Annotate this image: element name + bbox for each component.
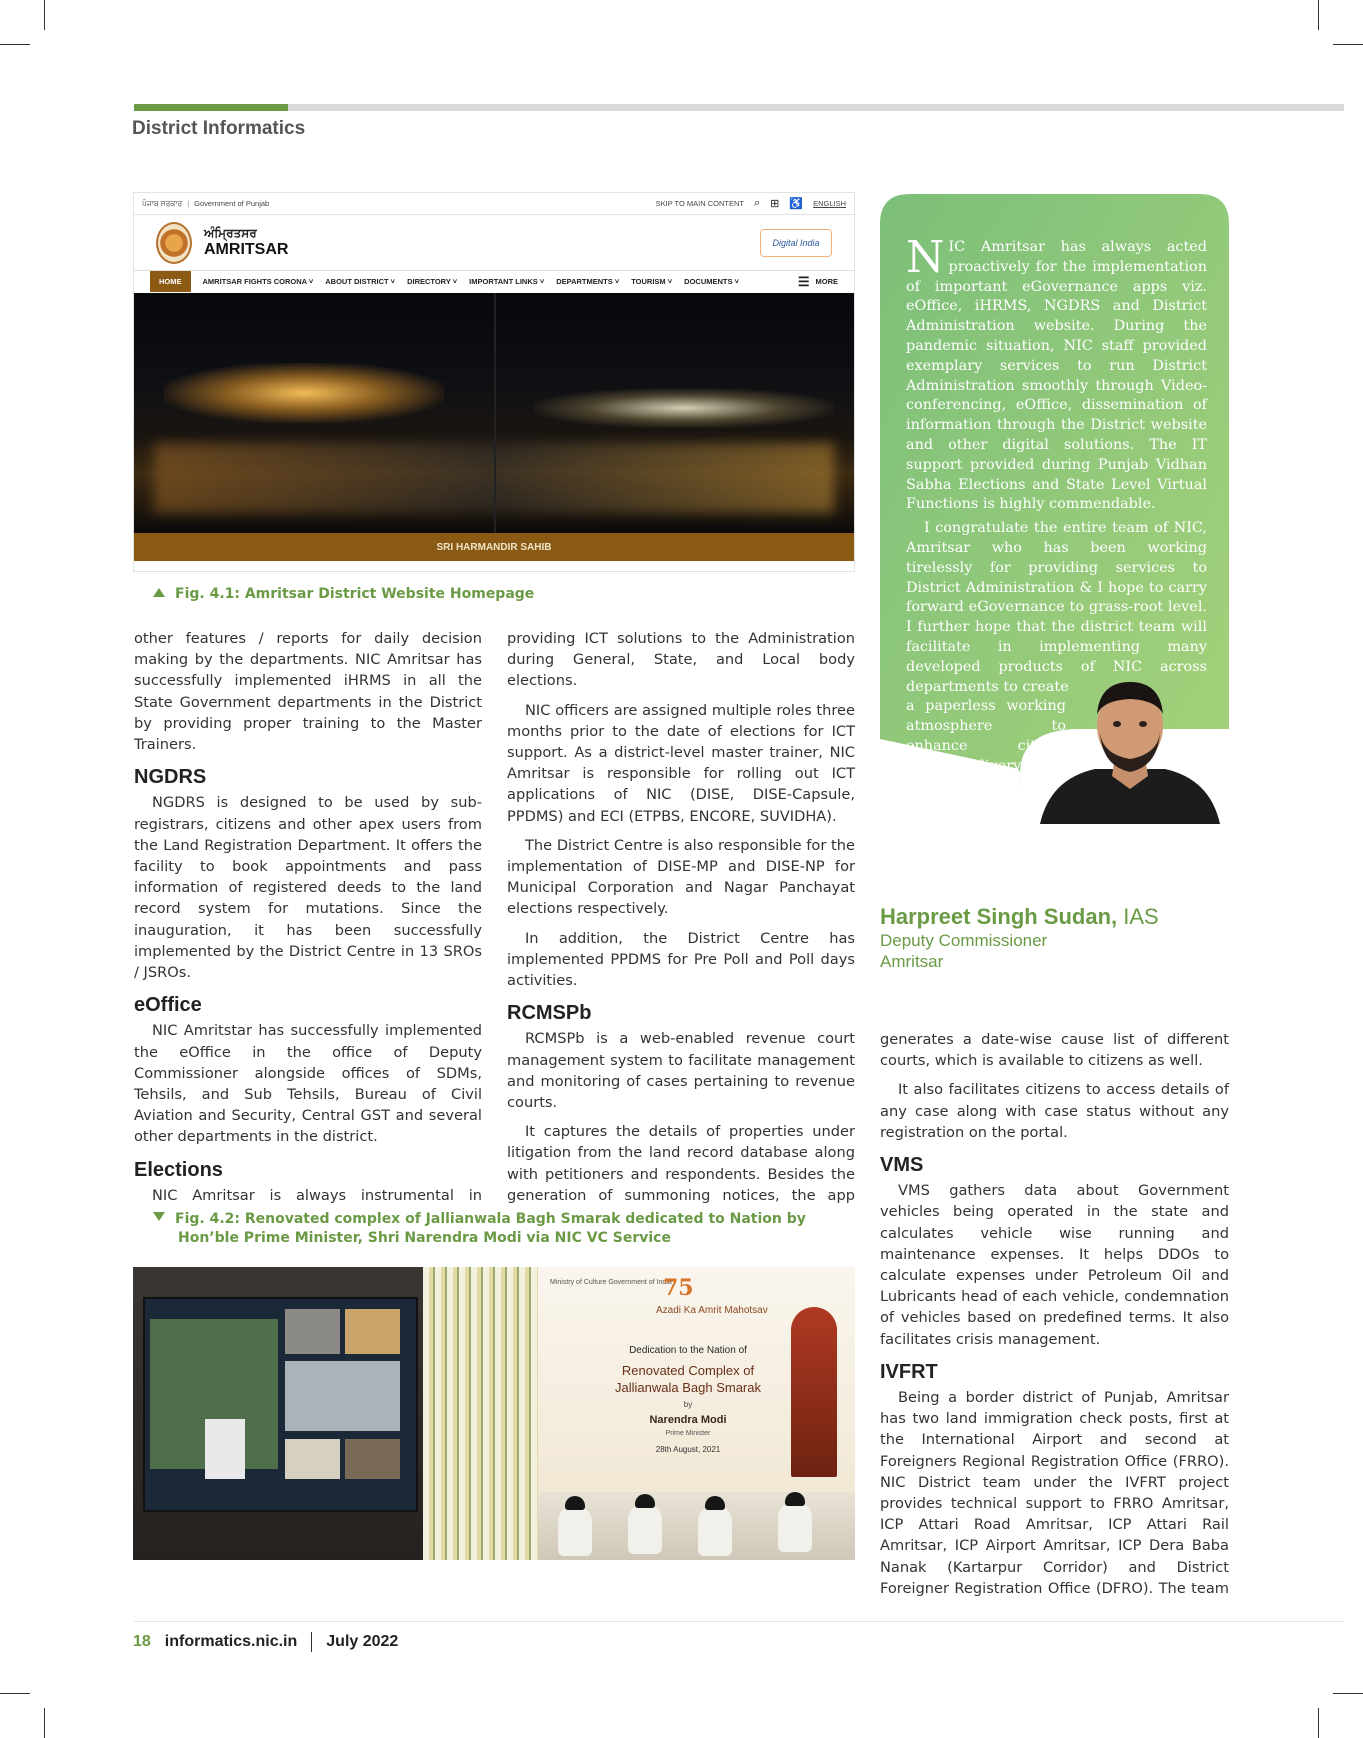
officer-suffix: IAS — [1117, 904, 1159, 929]
crop-mark — [1333, 1693, 1363, 1694]
heading-eoffice: eOffice — [134, 994, 202, 1017]
site-topbar-right — [656, 197, 846, 210]
site-nav — [134, 270, 854, 292]
event-banner — [538, 1267, 855, 1502]
vc-tile — [285, 1309, 340, 1354]
musician — [558, 1506, 592, 1556]
punjab-emblem-icon — [156, 222, 192, 264]
paragraph: VMS gathers data about Government vehicles being operated in the state and calculates vehicle wise running and maintenance expenses. It helps DDOs to calculate expenses under Petroleum Oil and Lubricants head of each vehicle, condemnation of vehicles based on predefined terms. It also facilitates crisis management. — [880, 1182, 1229, 1348]
crop-mark — [0, 44, 30, 45]
figure-caption-1-text: Fig. 4.1: Amritsar District Website Homepage — [175, 586, 535, 602]
banner-by: by — [683, 1400, 693, 1409]
nav-item: AMRITSAR FIGHTS CORONA ˅ — [202, 277, 314, 286]
header-rule — [134, 104, 1344, 111]
footer-site: informatics.nic.in — [164, 1633, 298, 1650]
nav-item: DEPARTMENTS ˅ — [556, 277, 620, 286]
nav-item: DIRECTORY ˅ — [407, 277, 458, 286]
photo-caption: SRI HARMANDIR SAHIB — [134, 533, 854, 561]
column-1 — [134, 628, 482, 1214]
footer-date: July 2022 — [326, 1633, 399, 1650]
podium — [205, 1419, 245, 1479]
quote-paragraph-3: a paperless working atmosphere to enhance citizen service delivery. — [906, 698, 1066, 774]
memorial-tower — [791, 1307, 837, 1477]
turban — [705, 1496, 725, 1510]
column-3 — [880, 1029, 1229, 1607]
vc-screen — [143, 1297, 418, 1512]
skip-link: SKIP TO MAIN CONTENT — [655, 199, 744, 208]
figure-caption-1 — [153, 585, 534, 604]
video-wall-area — [133, 1267, 423, 1560]
site-topbar — [134, 193, 854, 215]
temple-glow — [164, 363, 444, 423]
header-rule-accent — [134, 104, 288, 111]
musician — [628, 1504, 662, 1554]
banner-role: Prime Minister — [665, 1430, 711, 1437]
quote-paragraph — [906, 232, 1207, 515]
ceremony-photo — [133, 1267, 855, 1560]
paragraph: In addition, the District Centre has implemented PPDMS for Pre Poll and Poll days activities. — [507, 929, 855, 990]
banner-date: 28th August, 2021 — [655, 1445, 721, 1454]
crop-mark — [0, 1693, 30, 1694]
paragraph: NIC Amritstar has successfully implemented the eOffice in the office of Deputy Commissioner alongside offices of SDMs, Tehsils, and Sub Tehsils, Bureau of Civil Aviation and Security, Central GST and several other departments in the district. — [134, 1022, 482, 1146]
site-name — [204, 226, 288, 259]
site-name-english: AMRITSAR — [204, 241, 289, 258]
officer-role: Deputy Commissioner — [880, 931, 1048, 950]
triangle-up-icon — [153, 588, 165, 597]
turban — [635, 1494, 655, 1508]
figure-caption-2-text-1: Fig. 4.2: Renovated complex of Jallianwala Bagh Smarak dedicated to Nation by — [175, 1211, 806, 1227]
divider: | — [187, 199, 190, 208]
paragraph: The District Centre is also responsible for the implementation of DISE-MP and DISE-NP for Municipal Corporation and Nagar Panchayat elections respectively. — [507, 836, 855, 918]
paragraph: It captures the details of properties under litigation from the land record database along with petitioners and respondents. Besides the generation of summoning notices, the app — [507, 1123, 855, 1204]
vc-tile — [345, 1309, 400, 1354]
crop-mark — [44, 1708, 45, 1738]
crop-mark — [44, 0, 45, 30]
section-title: District Informatics — [132, 118, 306, 139]
site-topbar-govt: Government of Punjab — [194, 199, 270, 208]
paragraph: generates a date-wise cause list of different courts, which is available to citizens as well. — [880, 1031, 1229, 1070]
officer-name — [880, 904, 1159, 930]
banner-title-2: Jallianwala Bagh Smarak — [615, 1380, 761, 1395]
musician — [698, 1506, 732, 1556]
azadi-logo: 75 — [663, 1275, 694, 1301]
footer-rule — [134, 1621, 1344, 1622]
paragraph: NIC Amritsar is always instrumental in — [152, 1186, 482, 1204]
quote-paragraph-1: IC Amritsar has always acted proactively for the implementation of important eGovernance apps viz. eOffice, iHRMS, NGDRS and District Administration website. During the pandemic situation, NIC staff provided exemplary services to run District Administration smoothly through Video-conferencing, eOffice, dissemination of information through the District website and other digital solutions. The IT support provided during Punjab Vidhan Sabha Elections and State Level Virtual Functions is highly commendable. — [906, 239, 1207, 513]
golden-temple-photo — [134, 293, 854, 533]
paragraph: providing ICT solutions to the Administration during General, State, and Local body elections. — [507, 630, 855, 690]
heading-rcmspb: RCMSPb — [507, 1002, 592, 1025]
banner-dedication: Dedication to the Nation of — [629, 1345, 747, 1356]
site-topbar-punjabi: ਪੰਜਾਬ ਸਰਕਾਰ — [142, 198, 183, 208]
sitemap-icon: ⊞ — [770, 198, 780, 210]
footer-divider — [311, 1632, 312, 1652]
vc-tile — [285, 1439, 340, 1479]
paragraph: Being a border district of Punjab, Amritsar has two land immigration check posts, first at the International Airport and second at Foreigners Regional Registration Office (FRRO). NIC District team under the IVFRT project provides technical support to FRRO Amritsar, ICP Attari Road Amritsar, ICP Attari Rail Amritsar, ICP Airport Amritsar, ICP Dera Baba Nanak (Kartarpur Corridor) and District Foreigner Registration Office (DFRO). The team — [880, 1389, 1229, 1597]
vc-tile — [285, 1361, 400, 1431]
crop-mark — [1318, 0, 1319, 30]
crop-mark — [1318, 1708, 1319, 1738]
menu-icon: ☰ — [797, 273, 810, 289]
portrait-photo — [1040, 664, 1220, 824]
nav-item: DOCUMENTS ˅ — [684, 277, 739, 286]
photo-divider — [494, 293, 496, 533]
accessibility-icon: ♿ — [789, 198, 804, 210]
nav-item: IMPORTANT LINKS ˅ — [469, 277, 545, 286]
figure-caption-2-line-2: Hon’ble Prime Minister, Shri Narendra Modi via NIC VC Service — [178, 1230, 671, 1246]
musician — [778, 1502, 812, 1552]
search-icon: ⌕ — [753, 197, 761, 209]
drop-cap: N — [906, 232, 945, 283]
nav-item: TOURISM ˅ — [631, 277, 673, 286]
banner-title-1: Renovated Complex of — [621, 1363, 755, 1378]
stage — [538, 1492, 855, 1560]
triangle-down-icon — [153, 1212, 165, 1221]
banner-name: Narendra Modi — [649, 1414, 727, 1426]
paragraph: NIC officers are assigned multiple roles three months prior to the date of elections for ICT support. As a district-level master trainer, NIC Amritsar is responsible for rolling out ICT applications of NIC (DISE, DISE-Capsule, PPDMS) and ECI (ETPBS, ENCORE, SUVIDHA). — [507, 701, 855, 825]
azadi-text: Azadi Ka Amrit Mahotsav — [656, 1305, 768, 1316]
figure-caption-2-line-1 — [153, 1210, 806, 1229]
turban — [785, 1492, 805, 1506]
nav-item: ABOUT DISTRICT ˅ — [325, 277, 396, 286]
page-footer — [133, 1632, 398, 1652]
ministry-logo: Ministry of Culture Government of India — [550, 1279, 672, 1286]
nav-more-label: MORE — [815, 277, 838, 286]
digital-india-logo: Digital India — [760, 229, 832, 257]
paragraph: other features / reports for daily decision making by the departments. NIC Amritsar has successfully implemented iHRMS in all the State Government departments in the District by providing proper training to the Master Trainers. — [134, 630, 482, 754]
website-screenshot — [133, 192, 855, 572]
quote-box — [880, 194, 1229, 826]
paragraph: RCMSPb is a web-enabled revenue court management system to facilitate management and monitoring of cases pertaining to revenue courts. — [507, 1030, 855, 1112]
flower-garlands — [423, 1267, 543, 1560]
paragraph: It also facilitates citizens to access details of any case along with case status without any registration on the portal. — [880, 1081, 1229, 1141]
causeway-glow — [534, 388, 834, 428]
figure-caption-2 — [153, 1210, 806, 1248]
site-brand — [134, 215, 854, 270]
column-2 — [507, 628, 855, 1214]
quote-paragraph-2: I congratulate the entire team of NIC, Amritsar who has been working tirelessly for providing services to District Administration & I hope to carry forward eGovernance to grass-root level. I further hope that the district team will facilitate in implementing many developed products of NIC across departments to create — [906, 520, 1207, 695]
heading-elections: Elections — [134, 1158, 223, 1181]
nav-home: HOME — [150, 271, 191, 292]
crop-mark — [1333, 44, 1363, 45]
language-link: ENGLISH — [813, 199, 846, 208]
turban — [565, 1496, 585, 1510]
heading-ivfrt: IVFRT — [880, 1360, 938, 1383]
site-name-punjabi: ਅੰਮ੍ਰਿਤਸਰ — [204, 226, 257, 240]
page-number: 18 — [133, 1633, 151, 1650]
heading-ngdrs: NGDRS — [134, 766, 207, 789]
nav-more — [798, 274, 838, 290]
signature-block — [880, 904, 1159, 972]
officer-place: Amritsar — [880, 952, 944, 971]
heading-vms: VMS — [880, 1154, 924, 1177]
paragraph: NGDRS is designed to be used by sub-registrars, citizens and other apex users from the Land Registration Department. It offers the facility to book appointments and pass information of registered deeds to the land record system for mutations. Since the inauguration, it has been successfully implemented by the District Centre in 13 SROs / JSROs. — [134, 794, 482, 982]
officer-name-text: Harpreet Singh Sudan, — [880, 904, 1118, 929]
vc-tile — [345, 1439, 400, 1479]
